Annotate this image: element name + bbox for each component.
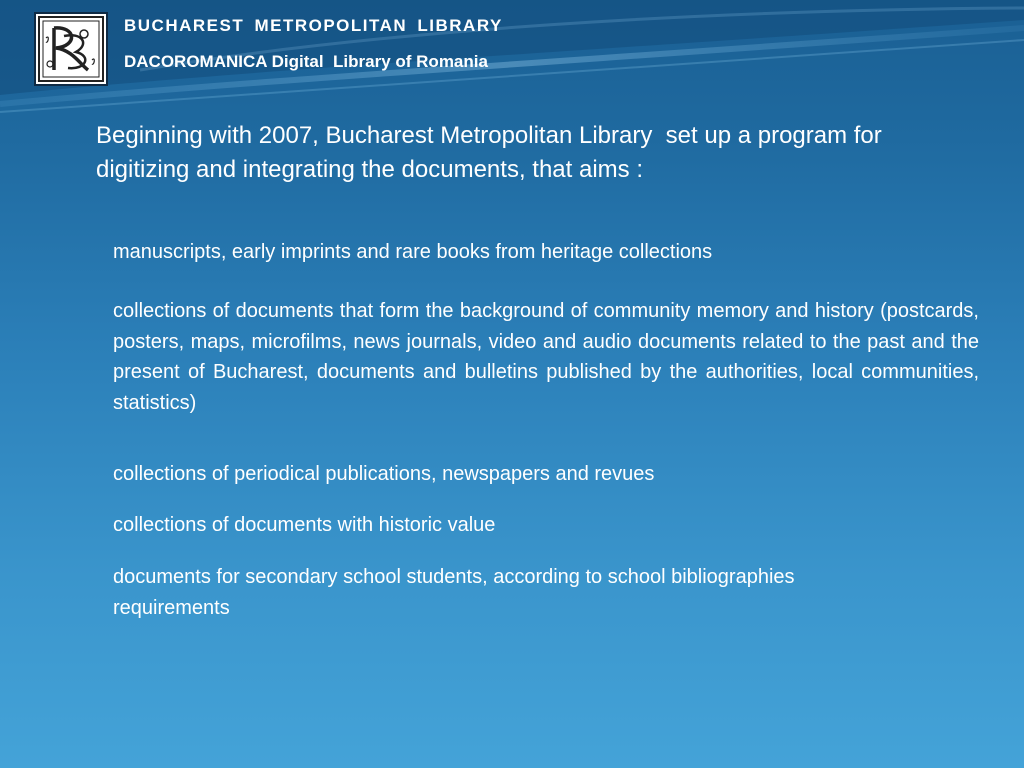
- list-item: collections of periodical publications, newspapers and revues: [113, 463, 655, 485]
- list-item: collections of documents that form the background of community memory and history (postcards, posters, maps, microfilms, news journals, video and audio documents related to the past and the present of Bucharest, documents and bulletins published by the authorities, local communities, statistics): [113, 300, 979, 414]
- list-item: collections of documents with historic value: [113, 514, 496, 536]
- list-item: documents for secondary school students, according to school bibliographies requirements: [113, 566, 795, 619]
- list-item: manuscripts, early imprints and rare books from heritage collections: [113, 241, 713, 263]
- library-logo: [34, 12, 108, 86]
- intro-paragraph: Beginning with 2007, Bucharest Metropolitan Library set up a program for digitizing and integrating the documents, that aims :: [96, 122, 889, 183]
- library-subtitle: DACOROMANICA Digital Library of Romania: [124, 52, 488, 71]
- library-monogram-icon: [36, 14, 106, 84]
- library-name-heading: BUCHAREST METROPOLITAN LIBRARY: [124, 16, 503, 35]
